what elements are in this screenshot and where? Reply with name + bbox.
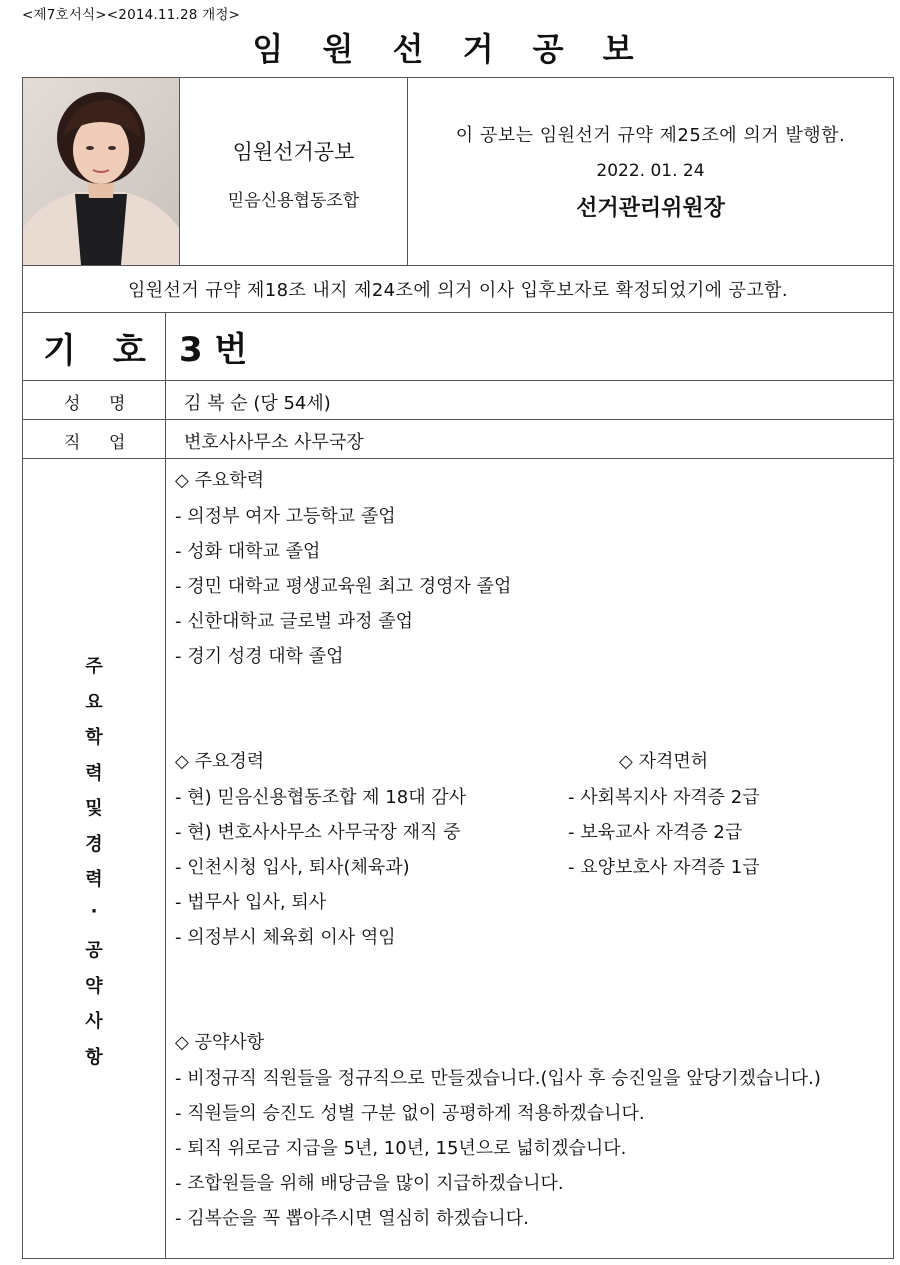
bulletin-frame	[22, 77, 894, 1259]
career-heading: ◇ 주요경력	[175, 751, 265, 772]
pledge-item: - 퇴직 위로금 지급을 5년, 10년, 15년으로 넓히겠습니다.	[175, 1138, 627, 1159]
issuance-cell	[408, 78, 893, 265]
name-label-char: 명	[109, 394, 126, 414]
pledge-item: - 조합원들을 위해 배당금을 많이 지급하겠습니다.	[175, 1173, 564, 1194]
section-label-char: 약	[85, 975, 103, 997]
section-label-char: 력	[85, 869, 103, 890]
name-label	[23, 381, 165, 419]
pledge-item: - 직원들의 승진도 성별 구분 없이 공평하게 적용하겠습니다.	[175, 1103, 645, 1124]
education-item: - 경기 성경 대학 졸업	[175, 646, 344, 667]
license-item: - 요양보호사 자격증 1급	[568, 857, 760, 878]
career-item: - 현) 믿음신용협동조합 제 18대 감사	[175, 787, 467, 808]
form-code: <제7호서식><2014.11.28 개정>	[22, 7, 241, 23]
issuance-notice: 이 공보는 임원선거 규약 제25조에 의거 발행함.	[455, 125, 846, 146]
bulletin-title: 임원선거공보	[232, 140, 355, 164]
section-label-char: 요	[85, 691, 103, 713]
education-item: - 경민 대학교 평생교육원 최고 경영자 졸업	[175, 576, 512, 597]
license-item: - 보육교사 자격증 2급	[568, 822, 743, 843]
number-label-char: 기	[43, 331, 76, 371]
pledges-heading: ◇ 공약사항	[175, 1032, 265, 1053]
cooperative-name: 믿음신용협동조합	[227, 191, 360, 211]
section-label-char: 력	[85, 762, 103, 784]
career-item: - 현) 변호사사무소 사무국장 재직 중	[175, 822, 461, 843]
section-label-char: 사	[85, 1011, 103, 1032]
candidate-name: 김 복 순 (당 54세)	[184, 393, 331, 414]
section-label-char: 경	[85, 833, 103, 855]
section-label-char: 학	[85, 727, 103, 748]
section-label-char: 공	[85, 940, 103, 961]
candidate-photo	[23, 78, 179, 265]
section-label-char: 및	[85, 798, 103, 819]
candidate-number: 3 번	[179, 330, 248, 370]
career-item: - 법무사 입사, 퇴사	[175, 892, 327, 913]
candidate-job: 변호사사무소 사무국장	[184, 432, 364, 453]
number-label-char: 호	[113, 331, 146, 371]
license-heading: ◇ 자격면허	[619, 751, 709, 772]
number-label	[23, 313, 165, 380]
name-label-char: 성	[64, 394, 81, 414]
issue-date: 2022. 01. 24	[596, 161, 705, 181]
education-item: - 의정부 여자 고등학교 졸업	[175, 506, 396, 527]
career-item: - 인천시청 입사, 퇴사(체육과)	[175, 857, 410, 878]
divider	[165, 312, 166, 1258]
pledge-item: - 김복순을 꼭 뽑아주시면 열심히 하겠습니다.	[175, 1208, 529, 1229]
issuer-title: 선거관리위원장	[576, 196, 725, 221]
section-label-char: 주	[85, 656, 103, 677]
job-label	[23, 420, 165, 458]
announcement-text: 임원선거 규약 제18조 내지 제24조에 의거 이사 입후보자로 확정되었기에 공고함.	[127, 280, 789, 301]
candidate-portrait-image	[23, 78, 179, 265]
education-heading: ◇ 주요학력	[175, 470, 265, 491]
education-item: - 성화 대학교 졸업	[175, 541, 321, 562]
license-item: - 사회복지사 자격증 2급	[568, 787, 760, 808]
section-label-char: ·	[90, 900, 98, 922]
pledge-item: - 비정규직 직원들을 정규직으로 만들겠습니다.(입사 후 승진일을 앞당기겠습니다.)	[175, 1068, 821, 1089]
career-item: - 의정부시 체육회 이사 역임	[175, 927, 396, 948]
section-label-char: 항	[85, 1046, 103, 1068]
bulletin-info-cell	[180, 78, 407, 265]
job-label-char: 직	[64, 433, 81, 453]
document-title: 임 원 선 거 공 보	[252, 30, 648, 68]
divider	[23, 458, 893, 459]
education-item: - 신한대학교 글로벌 과정 졸업	[175, 611, 414, 632]
job-label-char: 업	[109, 433, 126, 453]
